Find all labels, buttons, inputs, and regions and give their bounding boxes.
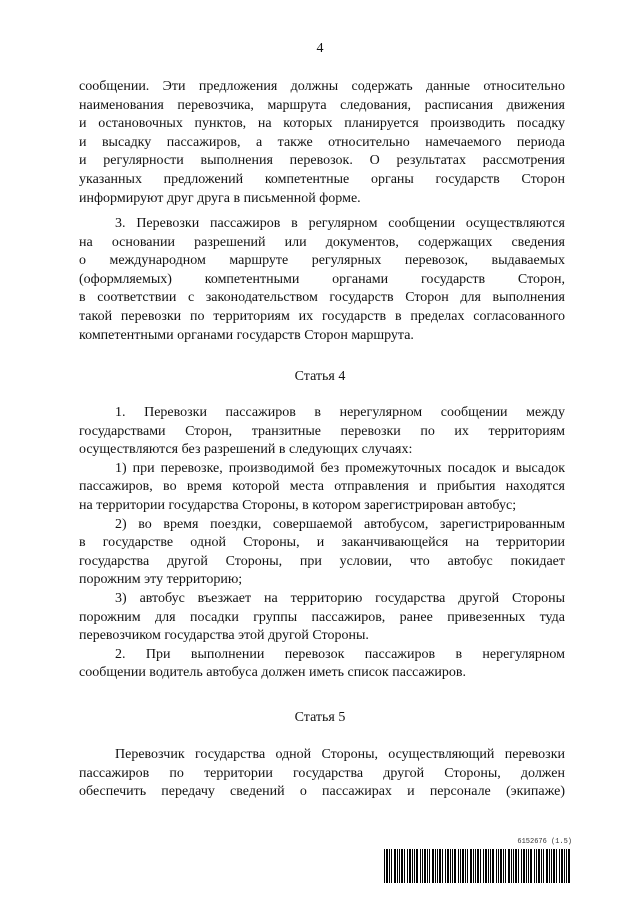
text-line: в государстве одной Стороны, и заканчивающейся на территории (79, 535, 565, 551)
text-line: и регулярности выполнения перевозок. О результатах рассмотрения (79, 153, 565, 169)
barcode-bar (420, 849, 421, 883)
text-line: порожним для посадки группы пассажиров, ранее привезенных туда (79, 609, 565, 625)
barcode-bar (394, 849, 396, 883)
text-line: компетентными органами государств Сторон маршрута. (79, 327, 414, 343)
text-line: такой перевозки по территориям их государств в пределах согласованного (79, 308, 565, 324)
barcode-bar (397, 849, 398, 883)
text-line: информируют друг друга в письменной форме. (79, 190, 361, 206)
barcode-bar (404, 849, 405, 883)
text-line: осуществляются без разрешений в следующих случаях: (79, 442, 413, 458)
barcode-bar (549, 849, 550, 883)
article-4-clause (79, 460, 565, 516)
barcode-bar (462, 849, 464, 883)
text-line: 1) при перевозке, производимой без промежуточных посадок и высадок (115, 460, 565, 476)
barcode-bar (445, 849, 446, 883)
barcode-bar (422, 849, 423, 883)
barcode-bar (454, 849, 456, 883)
barcode-bar (490, 849, 491, 883)
barcode-bar (566, 849, 567, 883)
barcode-bar (435, 849, 436, 883)
article-4-clause (79, 404, 565, 460)
text-line: порожним эту территорию; (79, 572, 243, 588)
article-5-body (79, 746, 565, 802)
barcode-bar (561, 849, 563, 883)
barcode-bar (492, 849, 494, 883)
article-4-body (79, 404, 565, 683)
paragraph (79, 78, 565, 208)
barcode-bar (559, 849, 560, 883)
barcode-bar (534, 849, 535, 883)
barcode-bar (485, 849, 487, 883)
barcode-bar (553, 849, 555, 883)
barcode-bar (447, 849, 449, 883)
text-line: о международном маршруте регулярных перевозок, выдаваемых (79, 253, 565, 269)
continued-paragraph (79, 78, 565, 208)
barcode (384, 838, 572, 884)
text-line: указанных предложений компетентные органы государств Сторон (79, 171, 565, 187)
text-line: сообщении. Эти предложения должны содержать данные относительно (79, 79, 565, 94)
barcode-bar (450, 849, 451, 883)
text-line: 3. Перевозки пассажиров в регулярном сообщении осуществляются (115, 216, 565, 231)
barcode-bar (384, 849, 385, 883)
barcode-bar (551, 849, 552, 883)
text-line: и высадку пассажиров, а также относительно намечаемого периода (79, 134, 565, 150)
article-5-heading: Статья 5 (294, 710, 346, 725)
barcode-bar (515, 849, 517, 883)
text-line: Перевозчик государства одной Стороны, осуществляющий перевозки (115, 747, 565, 762)
barcode-icon (384, 849, 572, 883)
barcode-bar (546, 849, 548, 883)
barcode-bar (528, 849, 529, 883)
barcode-bar (439, 849, 441, 883)
barcode-bar (505, 849, 506, 883)
text-line: пассажиров по территории государства другой Стороны, должен (79, 765, 565, 781)
barcode-bar (564, 849, 565, 883)
barcode-bar (416, 849, 418, 883)
barcode-bar (452, 849, 453, 883)
text-line: сообщении водитель автобуса должен иметь список пассажиров. (79, 665, 467, 681)
text-line: пассажиров, во время которой места отправления и прибытия находятся (79, 479, 565, 495)
barcode-bar (496, 849, 497, 883)
barcode-bar (477, 849, 479, 883)
barcode-bar (488, 849, 489, 883)
barcode-bar (508, 849, 510, 883)
barcode-bar (386, 849, 388, 883)
text-line: перевозчиком государства этой другой Стороны. (79, 628, 369, 644)
barcode-number: 6152676 (1.5) (517, 838, 572, 846)
barcode-bar (521, 849, 522, 883)
text-line: государствами Сторон, транзитные перевозки по их территориям (79, 423, 565, 439)
text-line: в соответствии с законодательством государств Сторон для выполнения (79, 290, 565, 306)
barcode-bar (407, 849, 408, 883)
text-line: 3) автобус въезжает на территорию государства другой Стороны (115, 590, 565, 606)
barcode-bar (568, 849, 570, 883)
barcode-bar (465, 849, 466, 883)
barcode-bar (500, 849, 502, 883)
text-line: и остановочных пунктов, на которых планируется производить посадку (79, 116, 565, 132)
barcode-bar (475, 849, 476, 883)
barcode-bar (470, 849, 472, 883)
barcode-bar (513, 849, 514, 883)
article-4-clause (79, 590, 565, 646)
barcode-bar (483, 849, 484, 883)
paragraph (79, 746, 565, 802)
barcode-bar (391, 849, 392, 883)
text-line: на территории государства Стороны, в котором зарегистрирован автобус; (79, 497, 517, 513)
barcode-bar (460, 849, 461, 883)
barcode-bar (437, 849, 438, 883)
text-line: наименования перевозчика, маршрута следования, расписания движения (79, 97, 565, 113)
article-4-heading: Статья 4 (294, 369, 346, 384)
barcode-bar (401, 849, 403, 883)
barcode-bar (427, 849, 428, 883)
barcode-bar (399, 849, 400, 883)
barcode-bar (530, 849, 532, 883)
article-4-clause (79, 646, 565, 683)
barcode-bar (536, 849, 537, 883)
barcode-bar (458, 849, 459, 883)
article-4-clause (79, 516, 565, 590)
text-line: 2. При выполнении перевозок пассажиров в нерегулярном (115, 646, 565, 662)
barcode-bar (442, 849, 443, 883)
barcode-bar (412, 849, 413, 883)
barcode-bar (526, 849, 527, 883)
barcode-bar (473, 849, 474, 883)
text-line: 2) во время поездки, совершаемой автобусом, зарегистрированным (115, 516, 565, 532)
barcode-bar (543, 849, 544, 883)
barcode-bar (511, 849, 512, 883)
barcode-bar (467, 849, 468, 883)
barcode-bar (523, 849, 525, 883)
text-line: обеспечить передачу сведений о пассажирах и персонале (экипаже) (79, 784, 565, 800)
barcode-bar (498, 849, 499, 883)
barcode-bar (503, 849, 504, 883)
barcode-bar (424, 849, 426, 883)
text-line: 1. Перевозки пассажиров в нерегулярном сообщении между (115, 405, 565, 420)
barcode-bar (409, 849, 411, 883)
barcode-bar (541, 849, 542, 883)
page-number: 4 (316, 41, 324, 56)
barcode-bar (429, 849, 430, 883)
barcode-bar (389, 849, 390, 883)
text-line: (оформляемых) компетентными органами государств Сторон, (79, 271, 565, 287)
barcode-bar (556, 849, 557, 883)
barcode-bar (538, 849, 540, 883)
barcode-bar (414, 849, 415, 883)
barcode-bar (432, 849, 434, 883)
text-line: на основании разрешений или документов, содержащих сведения (79, 234, 565, 250)
clause-3-paragraph (79, 215, 565, 345)
barcode-bar (480, 849, 481, 883)
paragraph (79, 215, 565, 345)
barcode-bar (518, 849, 519, 883)
text-line: государства другой Стороны, при условии, что автобус покидает (79, 553, 565, 569)
